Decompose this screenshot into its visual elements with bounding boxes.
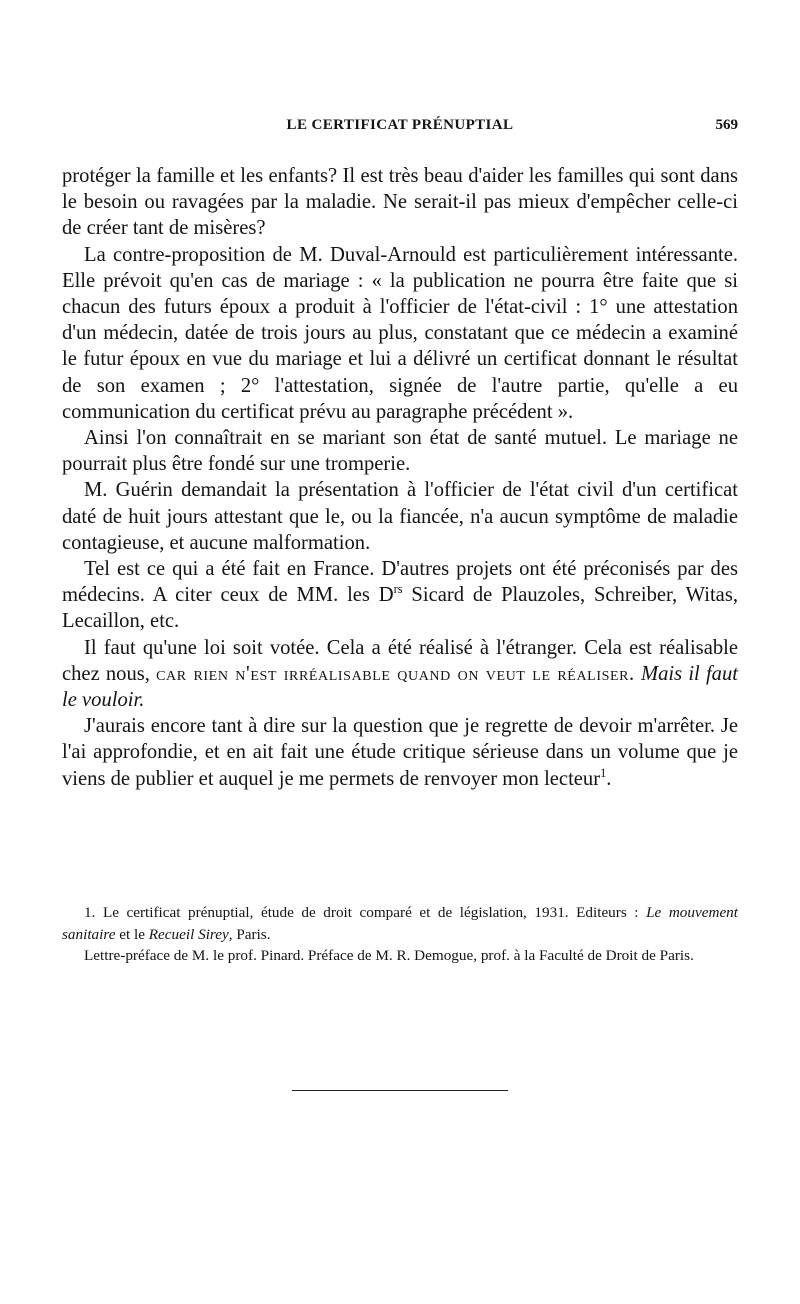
paragraph-7-text: J'aurais encore tant à dire sur la question que je regrette de devoir m'arrêter. Je l'ai approfondie, et en ait fait une étude critique sérieuse dans un volume que je viens de publier et auquel je me permets de renvoyer mon lecteur — [62, 715, 738, 790]
footnote-italic-publisher-2: Recueil Sirey — [148, 925, 229, 943]
footnote-reference: 1 — [600, 765, 607, 780]
paragraph-6 — [62, 635, 738, 714]
footnote-1 — [62, 902, 738, 945]
paragraph-6-small-caps: car rien n'est irréalisable quand on veut le réaliser. — [156, 662, 635, 685]
footnote-line-2: Lettre-préface de M. le prof. Pinard. Préface de M. R. Demogue, prof. à la Faculté de Droit de Paris. — [84, 947, 694, 964]
paragraph-5-text: Tel est ce qui a été fait en France. D'autres projets ont été préconisés par des médecins. A citer ceux de MM. les D — [62, 558, 738, 607]
paragraph-6-text: Il faut qu'une loi soit votée. Cela a été réalisé à l'étranger. Cela est réalisable chez nous, — [62, 636, 738, 685]
running-title: LE CERTIFICAT PRÉNUPTIAL — [286, 117, 514, 133]
paragraph-6-italic: Mais il faut le vouloir. — [62, 662, 738, 712]
paragraph-3: Ainsi l'on connaîtrait en se mariant son état de santé mutuel. Le mariage ne pourrait plus être fondé sur une tromperie. — [62, 427, 738, 476]
doctors-abbrev-superscript: rs — [393, 582, 403, 597]
footnote-text-3: , Paris. — [228, 925, 271, 943]
paragraph-4: M. Guérin demandait la présentation à l'officier de l'état civil d'un certificat daté de huit jours attestant que le, ou la fiancée, n'a aucun symptôme de maladie contagieuse, et aucune malformation. — [62, 479, 738, 554]
footnote-text-2: et le — [115, 925, 149, 943]
paragraph-5-text-end: Sicard de Plauzoles, Schreiber, Witas, Lecaillon, etc. — [62, 584, 738, 633]
footnote-italic-publisher-1: Le mouvement sanitaire — [62, 904, 738, 943]
paragraph-2: La contre-proposition de M. Duval-Arnould est particulièrement intéressante. Elle prévoit qu'en cas de mariage : « la publication ne pourra être faite que si chacun des futurs époux a produit à l'officier de l'état-civil : 1° une attestation d'un médecin, datée de trois jours au plus, constatant que ce médecin a examiné le futur époux en vue du mariage et lui a délivré un certificat donnant le résultat de son examen ; 2° l'attestation, signée de l'autre partie, qu'elle a eu communication du certificat prévu au paragraphe précédent ». — [62, 243, 738, 423]
paragraph-1: protéger la famille et les enfants? Il est très beau d'aider les familles qui sont dans le besoin ou ravagées par la maladie. Ne serait-il pas mieux d'empêcher celle-ci de créer tant de misères? — [62, 165, 738, 240]
footnote-text: Le certificat prénuptial, étude de droit comparé et de législation, 1931. Editeurs : — [95, 904, 647, 921]
footnote-marker: 1. — [84, 904, 96, 921]
paragraph-5 — [62, 556, 738, 635]
page-header — [62, 117, 738, 143]
closing-rule — [292, 1090, 508, 1091]
paragraph-7-end: . — [606, 767, 612, 790]
page-number: 569 — [715, 117, 738, 133]
footnotes — [62, 902, 738, 967]
paragraph-7 — [62, 713, 738, 792]
body-text — [62, 163, 738, 792]
